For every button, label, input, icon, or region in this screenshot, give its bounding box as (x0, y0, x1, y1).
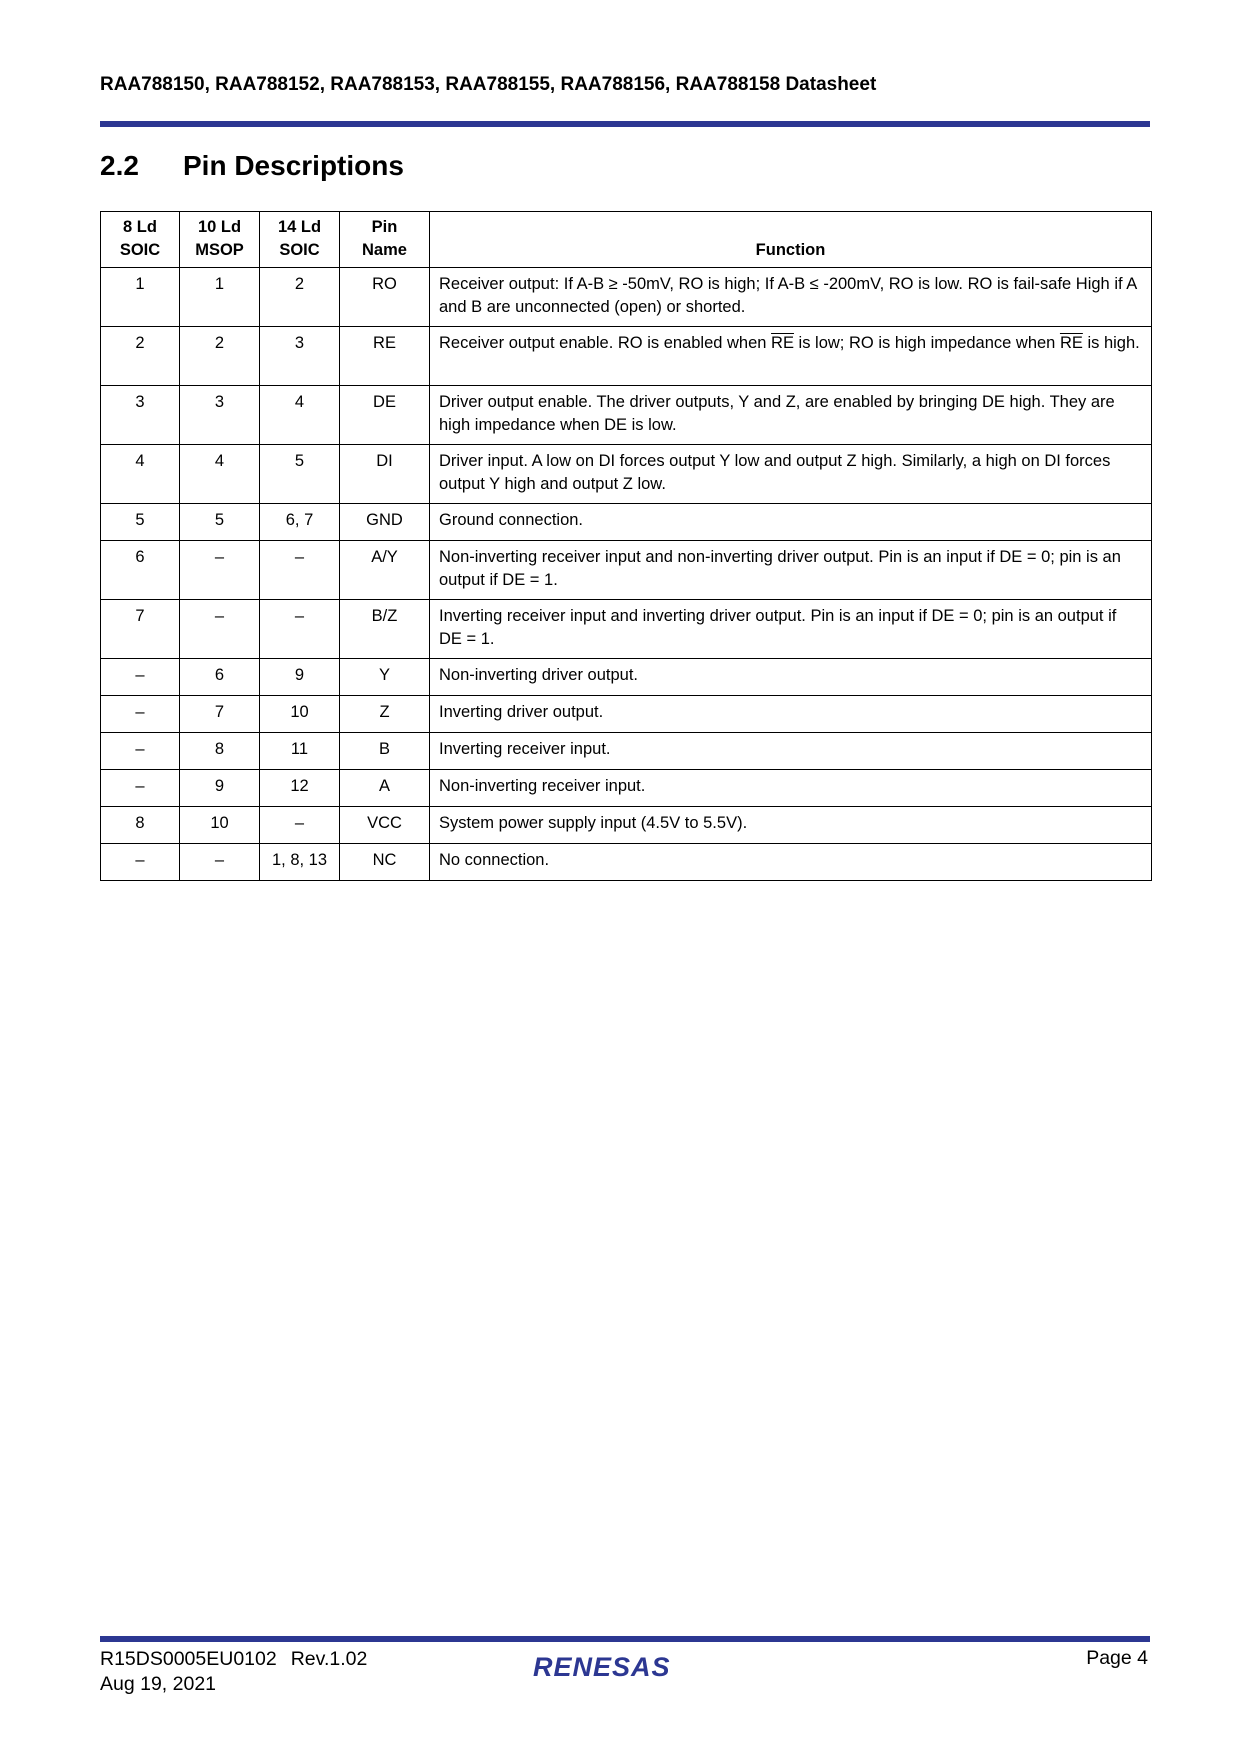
page-number: Page 4 (1086, 1647, 1148, 1669)
table-row: 7 – – B/Z Inverting receiver input and inverting driver output. Pin is an input if DE = 0; pin is an output if DE = 1. (101, 600, 1152, 659)
section-number: 2.2 (100, 150, 139, 181)
table-row: – 9 12 A Non-inverting receiver input. (101, 770, 1152, 807)
re-overline: $\overline{RE}$ (1059, 334, 1083, 352)
table-row: 4 4 5 DI Driver input. A low on DI forces output Y low and output Z high. Similarly, a high on DI forces output Y high and output Z low. (101, 445, 1152, 504)
table-row: 2 2 3 RE Receiver output enable. RO is enabled when $\overline{RE}$ is low; RO is high impedance when $\overline{RE}$ is high. (101, 327, 1152, 386)
table-row: 8 10 – VCC System power supply input (4.5V to 5.5V). (101, 807, 1152, 844)
table-row: 5 5 6, 7 GND Ground connection. (101, 504, 1152, 541)
header-rule (100, 121, 1150, 127)
pin-descriptions-table (100, 211, 1152, 881)
col-header-pin-name: Pin Name (340, 212, 430, 268)
section-heading (100, 150, 404, 182)
col-header-10ld-msop: 10 Ld MSOP (180, 212, 260, 268)
footer-rule (100, 1636, 1150, 1642)
section-title: Pin Descriptions (183, 150, 404, 181)
footer-doc-info (100, 1647, 367, 1697)
col-header-14ld-soic: 14 Ld SOIC (260, 212, 340, 268)
table-row: – 8 11 B Inverting receiver input. (101, 733, 1152, 770)
revision: Rev.1.02 (290, 1648, 368, 1670)
doc-date: Aug 19, 2021 (100, 1673, 217, 1695)
document-header-title: RAA788150, RAA788152, RAA788153, RAA788155, RAA788156, RAA788158 Datasheet (100, 74, 877, 95)
table-row: – – 1, 8, 13 NC No connection. (101, 844, 1152, 881)
renesas-logo (533, 1651, 713, 1686)
table-row: 3 3 4 DE Driver output enable. The driver outputs, Y and Z, are enabled by bringing DE high. They are high impedance when DE is low. (101, 386, 1152, 445)
table-row: 6 – – A/Y Non-inverting receiver input and non-inverting driver output. Pin is an input if DE = 0; pin is an output if DE = 1. (101, 541, 1152, 600)
doc-number: R15DS0005EU0102 (100, 1648, 277, 1670)
table-header-row (101, 212, 1152, 268)
table-row: – 7 10 Z Inverting driver output. (101, 696, 1152, 733)
col-header-function: Function (430, 212, 1152, 268)
re-overline: $\overline{RE}$ (771, 334, 794, 352)
svg-text:RENESAS: RENESAS (533, 1652, 671, 1681)
table-row: – 6 9 Y Non-inverting driver output. (101, 659, 1152, 696)
col-header-8ld-soic: 8 Ld SOIC (101, 212, 180, 268)
table-row: 1 1 2 RO Receiver output: If A-B ≥ -50mV, RO is high; If A-B ≤ -200mV, RO is low. RO is fail-safe High if A and B are unconnected (open) or shorted. (101, 268, 1152, 327)
